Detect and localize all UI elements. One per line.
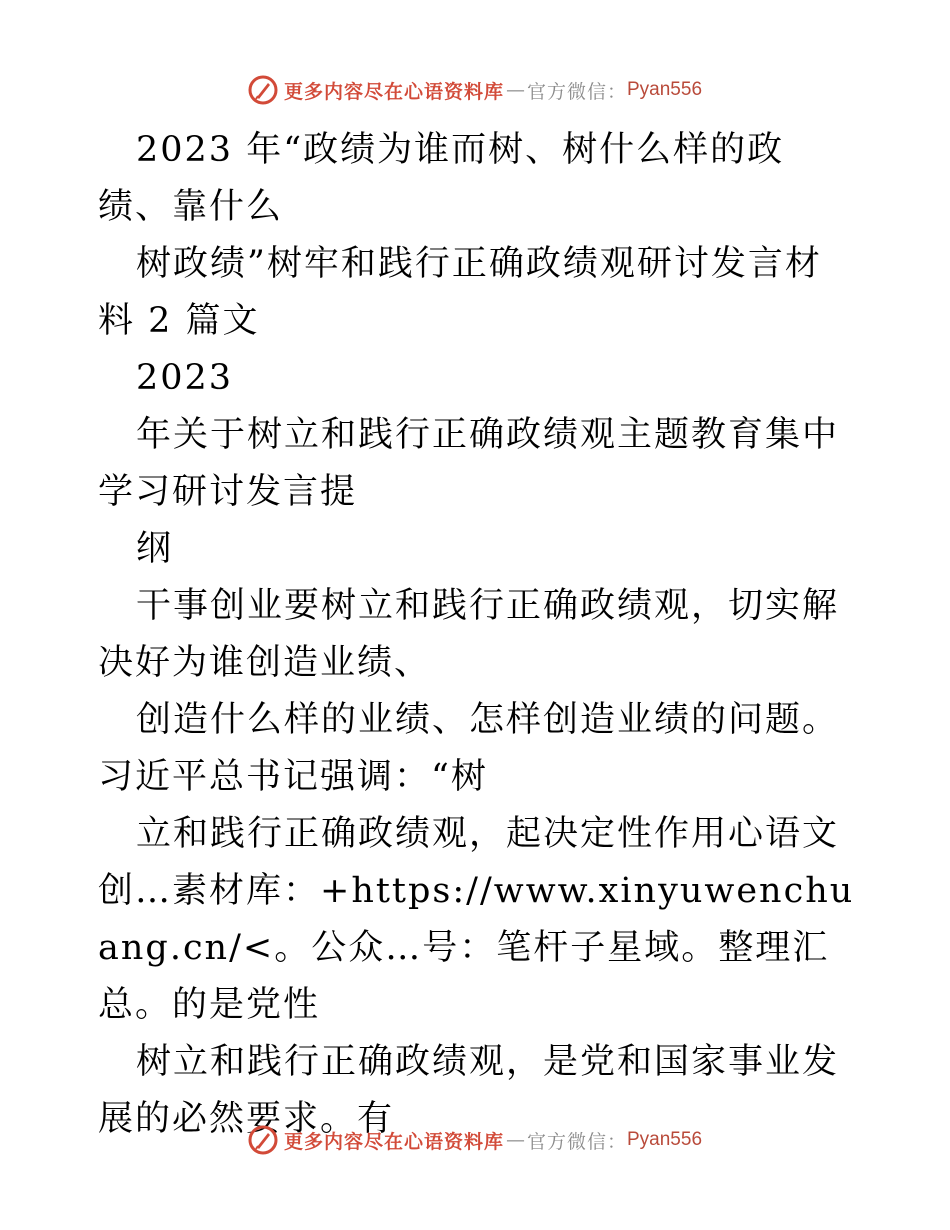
body-paragraph-2: 创造什么样的业绩、怎样创造业绩的问题。习近平总书记强调：“树: [98, 700, 840, 797]
header-watermark-banner: [0, 70, 950, 110]
quill-logo-icon: [248, 1125, 278, 1155]
banner-wechat-label: 官方微信：: [526, 80, 627, 103]
body-paragraph-1: 干事创业要树立和践行正确政绩观，切实解决好为谁创造业绩、: [98, 586, 840, 683]
banner-wechat-id: Pyan556: [627, 79, 703, 100]
quill-logo-icon: [248, 75, 278, 105]
subtitle-paragraph: 年关于树立和践行正确政绩观主题教育集中学习研讨发言提: [98, 415, 840, 512]
document-body: [98, 122, 858, 1148]
banner-separator: —: [505, 79, 525, 101]
title-paragraph-2: 树政绩”树牢和践行正确政绩观研讨发言材料 2 篇文: [98, 244, 822, 341]
banner-wechat-label: 官方微信：: [526, 1130, 627, 1153]
banner-wechat-id: Pyan556: [627, 1129, 703, 1150]
footer-watermark-banner: [0, 1120, 950, 1160]
body-paragraph-4: 树立和践行正确政绩观，是党和国家事业发展的必然要求。有: [98, 1042, 840, 1139]
title-paragraph-1: 2023 年“政绩为谁而树、树什么样的政绩、靠什么: [98, 130, 785, 227]
banner-separator: —: [505, 1129, 525, 1151]
body-paragraph-3: 立和践行正确政绩观，起决定性作用心语文创…素材库：+https://www.xinyuwenchuang.cn/<。公众…号：笔杆子星域。整理汇总。的是党性: [98, 814, 855, 1025]
subtitle-tail: 纲: [136, 529, 174, 569]
subtitle-year: 2023: [136, 358, 234, 398]
banner-site-text: 更多内容尽在心语资料库: [283, 80, 504, 103]
banner-site-text: 更多内容尽在心语资料库: [283, 1130, 504, 1153]
